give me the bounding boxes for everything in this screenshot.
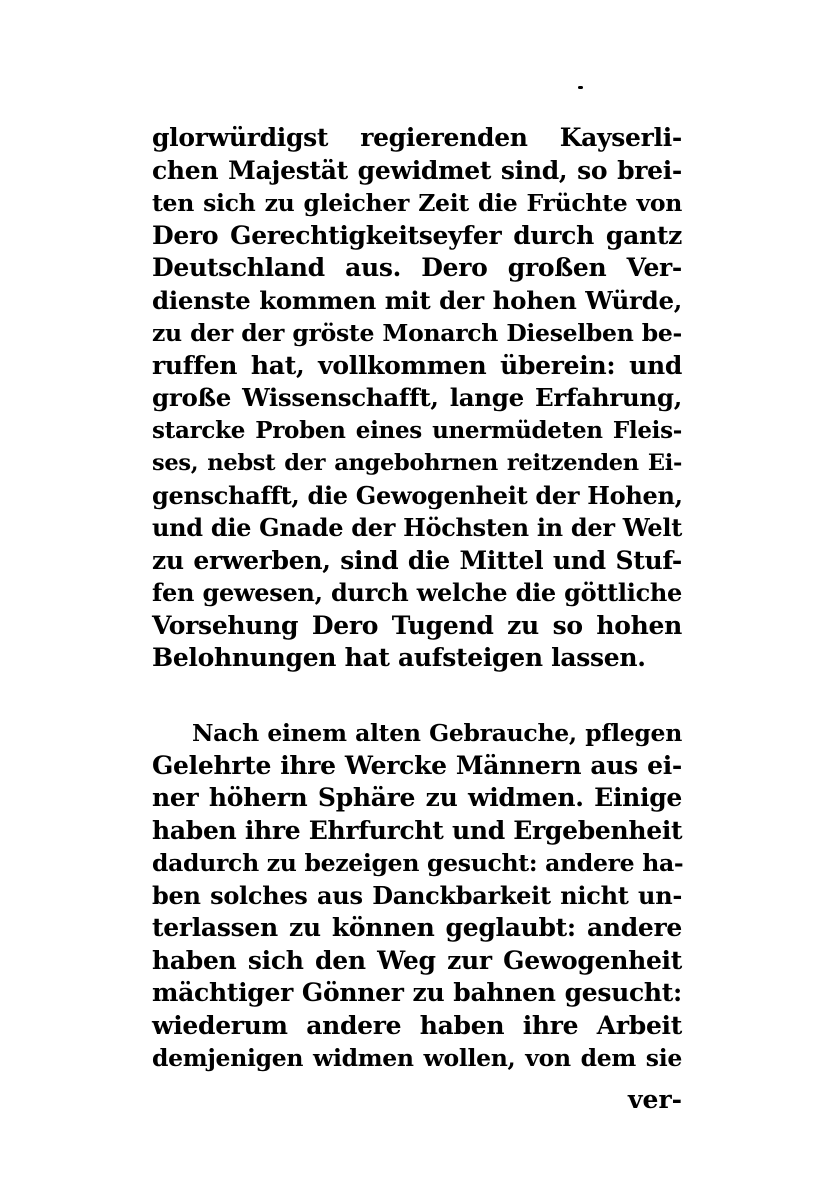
text-line: haben sich den Weg zur Gewogenheit (152, 945, 682, 975)
text-line: genschafft, die Gewogenheit der Hohen, (152, 480, 683, 510)
text-line: demjenigen widmen wollen, von dem sie (152, 1044, 682, 1072)
text-line: ner höhern Sphäre zu widmen. Einige (152, 783, 682, 812)
ink-speck (578, 86, 583, 89)
text-line: terlassen zu können geglaubt: andere (152, 913, 682, 942)
text-line: dadurch zu bezeigen gesucht: andere ha- (152, 849, 684, 877)
text-line: glorwürdigst regierenden Kayserli- (152, 123, 682, 152)
text-line: fen gewesen, durch welche die göttliche (152, 578, 682, 607)
text-line: und die Gnade der Höchsten in der Welt (152, 513, 682, 542)
text-line: zu der der gröste Monarch Dieselben be- (152, 319, 682, 347)
paragraph-1 (152, 122, 682, 675)
text-line: wiederum andere haben ihre Arbeit (152, 1010, 682, 1040)
text-line: ses, nebst der angebohrnen reitzenden Ei- (152, 450, 682, 476)
text-line: Dero Gerechtigkeitseyfer durch gantz (152, 220, 682, 250)
text-line: Gelehrte ihre Wercke Männern aus ei- (152, 750, 682, 780)
text-line: ben solches aus Danckbarkeit nicht un- (152, 880, 682, 910)
text-line: ten sich zu gleicher Zeit die Früchte von (152, 189, 682, 217)
text-line: starcke Proben eines unermüdeten Fleis- (152, 416, 682, 444)
text-line: Belohnungen hat aufsteigen lassen. (152, 643, 646, 672)
text-line: Vorsehung Dero Tugend zu so hohen (152, 610, 682, 640)
text-line: zu erwerben, sind die Mittel und Stuf- (152, 545, 682, 575)
text-line: dienste kommen mit der hohen Würde, (152, 285, 682, 315)
text-line: große Wissenschafft, lange Erfahrung, (152, 383, 682, 412)
text-line: haben ihre Ehrfurcht und Ergebenheit (152, 815, 683, 845)
text-line: ruffen hat, vollkommen überein: und (152, 350, 682, 380)
text-line: chen Majestät gewidmet sind, so brei- (152, 155, 682, 185)
text-line: mächtiger Gönner zu bahnen gesucht: (152, 978, 682, 1007)
text-line: Nach einem alten Gebrauche, pflegen (192, 719, 682, 747)
text-line: Deutschland aus. Dero großen Ver- (152, 253, 682, 282)
catchword: ver- (628, 1085, 682, 1114)
paragraph-2 (152, 717, 682, 1075)
